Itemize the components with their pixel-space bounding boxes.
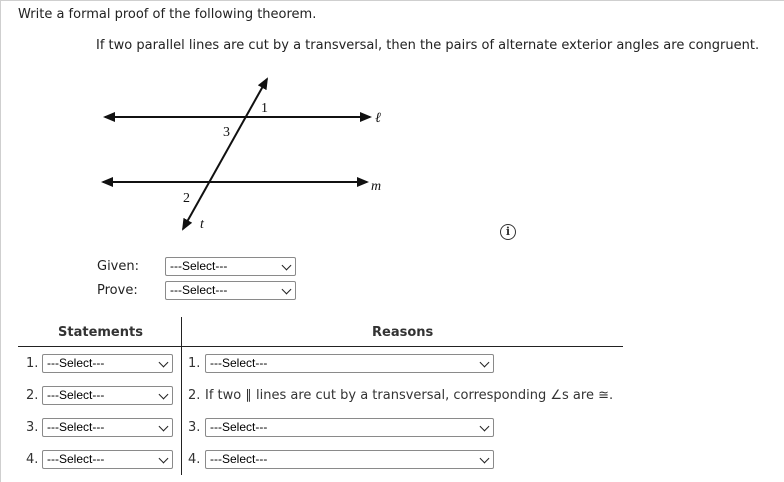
reason-number: 2. xyxy=(188,388,201,403)
statement-select-2[interactable] xyxy=(42,386,173,405)
statement-select-3[interactable] xyxy=(42,418,173,437)
chevron-down-icon xyxy=(480,358,490,368)
instruction-text: Write a formal proof of the following theorem. xyxy=(18,7,317,22)
table-column-divider xyxy=(181,317,182,475)
statement-select-1[interactable] xyxy=(42,354,173,373)
chevron-down-icon xyxy=(282,261,292,271)
given-select[interactable] xyxy=(165,257,296,276)
chevron-down-icon xyxy=(159,390,169,400)
parallel-lines-diagram xyxy=(95,72,395,237)
prove-label: Prove: xyxy=(97,283,138,298)
chevron-down-icon xyxy=(282,285,292,295)
reason-text-2: If two ∥ lines are cut by a transversal, corresponding ∠s are ≅. xyxy=(205,388,614,403)
statement-select-value: ---Select--- xyxy=(47,356,105,370)
statements-header: Statements xyxy=(58,325,143,340)
reason-select-value: ---Select--- xyxy=(210,420,268,434)
reason-number: 3. xyxy=(188,420,201,435)
given-label: Given: xyxy=(97,259,139,274)
reason-select-3[interactable] xyxy=(205,418,494,437)
statement-select-value: ---Select--- xyxy=(47,388,105,402)
label-transversal-t: t xyxy=(200,217,204,232)
label-line-m: m xyxy=(371,179,382,194)
given-select-value: ---Select--- xyxy=(170,259,228,273)
reason-number: 4. xyxy=(188,452,201,467)
label-angle-2: 2 xyxy=(183,191,190,206)
statement-select-4[interactable] xyxy=(42,450,173,469)
chevron-down-icon xyxy=(159,358,169,368)
statement-number: 3. xyxy=(26,420,39,435)
label-angle-3: 3 xyxy=(223,125,230,140)
reason-select-value: ---Select--- xyxy=(210,356,268,370)
reason-select-1[interactable] xyxy=(205,354,494,373)
chevron-down-icon xyxy=(159,422,169,432)
prove-select-value: ---Select--- xyxy=(170,283,228,297)
statement-select-value: ---Select--- xyxy=(47,452,105,466)
statement-number: 2. xyxy=(26,388,39,403)
chevron-down-icon xyxy=(159,454,169,464)
table-header-divider xyxy=(18,346,623,347)
theorem-text: If two parallel lines are cut by a transversal, then the pairs of alternate exterior angles are congruent. xyxy=(96,38,760,53)
chevron-down-icon xyxy=(480,422,490,432)
prove-select[interactable] xyxy=(165,281,296,300)
statement-select-value: ---Select--- xyxy=(47,420,105,434)
info-icon[interactable]: i xyxy=(500,224,516,240)
label-angle-1: 1 xyxy=(261,101,268,116)
reason-number: 1. xyxy=(188,356,201,371)
reason-select-value: ---Select--- xyxy=(210,452,268,466)
reason-select-4[interactable] xyxy=(205,450,494,469)
statement-number: 4. xyxy=(26,452,39,467)
chevron-down-icon xyxy=(480,454,490,464)
label-line-l: ℓ xyxy=(375,111,381,126)
statement-number: 1. xyxy=(26,356,39,371)
reasons-header: Reasons xyxy=(372,325,434,340)
transversal-t xyxy=(183,79,267,229)
